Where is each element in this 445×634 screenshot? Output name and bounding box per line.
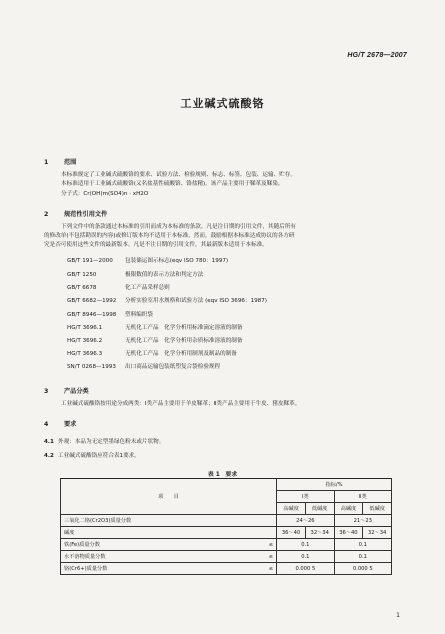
requirement-number: 4.2 xyxy=(44,453,54,459)
reference-code: GB/T 1250 xyxy=(67,272,97,278)
reference-title: 出口商品运输包装纸塑复合袋检验规程 xyxy=(125,364,221,370)
cell-value: 0.1 xyxy=(277,539,334,551)
requirement-text: 外观：本品为无定型墨绿色粉末或片状物。 xyxy=(58,439,165,445)
cell-value: 36～40 xyxy=(277,527,306,539)
table-row xyxy=(61,515,392,527)
table-row xyxy=(61,563,392,575)
requirement-item xyxy=(44,451,140,459)
reference-code: GB/T 6678 xyxy=(67,285,97,291)
reference-code: GB/T 6682—1992 xyxy=(67,298,117,304)
reference-code: HG/T 3696.3 xyxy=(67,351,103,357)
reference-item xyxy=(67,283,170,291)
section-title: 产品分类 xyxy=(64,388,89,395)
reference-code: HG/T 3696.2 xyxy=(67,338,103,344)
cell-value: 0.1 xyxy=(277,551,334,563)
item-column-header: 项 目 xyxy=(61,479,277,515)
table-row xyxy=(61,539,392,551)
page-number: 1 xyxy=(396,612,400,619)
reference-code: GB/T 191—2000 xyxy=(67,258,113,264)
subheader-high-basicity: 高碱度 xyxy=(334,503,363,515)
reference-title: 化工产品采样总则 xyxy=(125,285,170,291)
reference-item xyxy=(67,336,242,344)
requirement-text: 工业碱式硫酸铬应符合表1要求。 xyxy=(58,453,140,459)
section-heading-normative xyxy=(44,209,107,218)
section-heading-requirements xyxy=(44,419,76,428)
subheader-low-basicity: 低碱度 xyxy=(305,503,334,515)
cell-value: 21～23 xyxy=(334,515,391,527)
reference-code: HG/T 3696.1 xyxy=(67,325,103,331)
section-title: 规范性引用文件 xyxy=(64,211,108,218)
row-label: 铁(Fe)质量分数 xyxy=(61,539,256,551)
class-1-header: Ⅰ类 xyxy=(277,491,334,503)
cell-value: 0.1 xyxy=(334,551,391,563)
reference-title: 无机化工产品 化学分析用杂质标准溶液的制备 xyxy=(125,338,243,344)
section-number: 1 xyxy=(44,159,49,166)
cell-value: 0.1 xyxy=(334,539,391,551)
reference-item xyxy=(67,349,237,357)
cell-value: 32～34 xyxy=(305,527,334,539)
requirements-table xyxy=(60,478,392,575)
scope-line-1: 本标准规定了工业碱式硫酸铬的要求、试验方法、检验规则、标志、标签、包装、运输、贮存。 xyxy=(61,172,296,178)
section-heading-classification xyxy=(44,386,89,395)
reference-code: SN/T 0268—1993 xyxy=(67,364,116,370)
row-label: 碱度 xyxy=(61,527,256,539)
class-2-header: Ⅱ类 xyxy=(334,491,391,503)
cell-value: 36～40 xyxy=(334,527,363,539)
row-comparator xyxy=(255,527,277,539)
section-number: 2 xyxy=(44,211,49,218)
reference-title: 无机化工产品 化学分析用制剂及制品的制备 xyxy=(125,351,237,357)
reference-item xyxy=(67,296,267,304)
section-title: 范围 xyxy=(64,159,77,166)
table-row xyxy=(61,527,392,539)
indicator-header: 指标/% xyxy=(277,479,392,491)
table-row xyxy=(61,551,392,563)
reference-item xyxy=(67,256,228,264)
document-title: 工业碱式硫酸铬 xyxy=(180,97,265,110)
section-number: 4 xyxy=(44,421,49,428)
normative-intro-line-1: 下列文件中的条款通过本标准的引用而成为本标准的条款。凡是注日期的引用文件，其随后所有 xyxy=(61,224,296,230)
subheader-low-basicity: 低碱度 xyxy=(363,503,392,515)
reference-code: GB/T 8946—1998 xyxy=(67,312,117,318)
reference-title: 分析实验室用水规格和试验方法 (eqv ISO 3696：1987) xyxy=(125,298,267,304)
row-label: 水不溶物质量分数 xyxy=(61,551,256,563)
reference-item xyxy=(67,362,220,370)
cell-value: 24～26 xyxy=(277,515,334,527)
row-comparator: ≤ xyxy=(255,563,277,575)
reference-title: 极限数值的表示方法和判定方法 xyxy=(125,272,204,278)
cell-value: 0.000 5 xyxy=(277,563,334,575)
normative-intro-line-3: 究是否可使用这些文件的最新版本。凡是不注日期的引用文件，其最新版本适用于本标准。 xyxy=(44,242,268,248)
reference-item xyxy=(67,310,153,318)
cell-value: 0.000 5 xyxy=(334,563,391,575)
row-label: 铬(Cr6+)质量分数 xyxy=(61,563,256,575)
row-label: 三氧化二铬(Cr2O3)质量分数 xyxy=(61,515,256,527)
section-title: 要求 xyxy=(64,421,77,428)
reference-title: 无机化工产品 化学分析用标准滴定溶液的制备 xyxy=(125,325,243,331)
classification-text: 工业碱式硫酸铬按用途分成两类：Ⅰ类产品主要用于羊皮鞣革；Ⅱ类产品主要用于牛皮、猪皮鞣革。 xyxy=(61,401,301,407)
standard-number: HG/T 2678—2007 xyxy=(347,52,407,59)
table-caption: 表 1 要求 xyxy=(207,472,238,478)
scope-line-2: 本标准适用于工业碱式硫酸铬(又名盐基性硫酸铬、铬盐精)。该产品主要用于鞣革及鞣染。 xyxy=(61,181,284,187)
subheader-high-basicity: 高碱度 xyxy=(277,503,306,515)
requirement-item xyxy=(44,437,164,445)
cell-value: 32～34 xyxy=(363,527,392,539)
normative-intro-line-2: 的修改单(不包括勘误的内容)或修订版本均不适用于本标准，然而，鼓励根据本标准达成协议的各方研 xyxy=(44,233,295,239)
reference-title: 包装储运图示标志(eqv ISO 780：1997) xyxy=(125,258,229,264)
section-heading-scope xyxy=(44,157,76,166)
requirement-number: 4.1 xyxy=(44,439,54,445)
section-number: 3 xyxy=(44,388,49,395)
row-comparator xyxy=(255,515,277,527)
reference-item xyxy=(67,323,242,331)
row-comparator: ≤ xyxy=(255,539,277,551)
row-comparator: ≤ xyxy=(255,551,277,563)
reference-title: 塑料编织袋 xyxy=(125,312,153,318)
molecular-formula: 分子式：Cr(OH)m(SO4)n · xH2O xyxy=(61,191,149,197)
reference-item xyxy=(67,270,203,278)
